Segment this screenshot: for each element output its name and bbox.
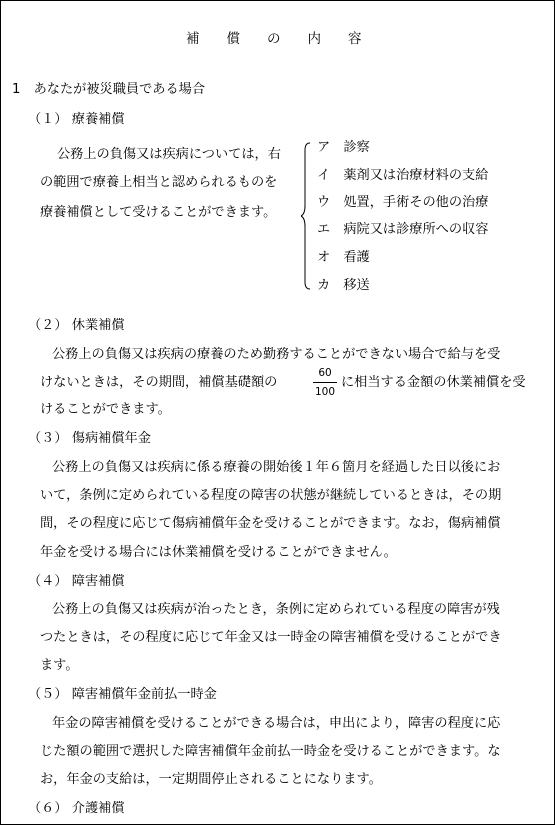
s3-heading: （３） 傷病補償年金: [28, 431, 151, 446]
s2-line: に相当する金額の休業補償を受: [341, 375, 526, 390]
s1-item: オ 看護: [317, 250, 370, 265]
s1-item: エ 病院又は診療所への収容: [317, 222, 489, 237]
s4-line: ます。: [40, 658, 79, 673]
s1-item: カ 移送: [317, 278, 370, 293]
s4-line: 公務上の負傷又は疾病が治ったとき，条例に定められている程度の障害が残: [52, 602, 500, 617]
s2-heading: （２） 休業補償: [28, 318, 125, 333]
s1-intro-line: 公務上の負傷又は疾病については，右: [57, 147, 281, 162]
s1-heading: （１） 療養補償: [28, 112, 125, 127]
s2-line: けることができます。: [40, 402, 171, 417]
s3-line: 公務上の負傷又は疾病に係る療養の開始後１年６箇月を経過した日以後にお: [52, 460, 501, 475]
s1-item: ア 診察: [317, 140, 370, 155]
s2-line: けないときは，その期間，補償基礎額の: [40, 375, 278, 390]
s5-heading: （５） 障害補償年金前払一時金: [28, 687, 217, 702]
s3-line: 年金を受ける場合には休業補償を受けることができません。: [40, 545, 397, 560]
s4-line: つたときは，その程度に応じて年金又は一時金の障害補償を受けることができ: [40, 630, 502, 645]
s1-item: イ 薬剤又は治療材料の支給: [317, 168, 489, 183]
s5-line: 年金の障害補償を受けることができる場合は，申出により，障害の程度に応: [52, 716, 501, 731]
s1-intro-line: 療養補償として受けることができます。: [40, 205, 277, 220]
s5-line: お，年金の支給は，一定期間停止されることになります。: [40, 772, 382, 787]
page-title: 補 償 の 内 容: [186, 31, 362, 47]
s2-line: 公務上の負傷又は疾病の療養のため勤務することができない場合で給与を受: [52, 347, 501, 362]
fraction: [312, 367, 338, 401]
curly-brace: [301, 142, 311, 290]
fraction-bar: [313, 382, 337, 383]
s3-line: 間，その程度に応じて傷病補償年金を受けることができます。なお，傷病補償: [40, 516, 501, 531]
fraction-denominator: 100: [314, 386, 336, 398]
s3-line: いて，条例に定められている程度の障害の状態が継続しているときは，その期: [40, 488, 502, 503]
s6-heading: （６） 介護補償: [28, 801, 125, 816]
s1-intro-line: の範囲で療養上相当と認められるものを: [40, 175, 278, 190]
s1-item: ウ 処置，手術その他の治療: [317, 195, 489, 210]
s4-heading: （４） 障害補償: [28, 574, 125, 589]
s5-line: じた額の範囲で選択した障害補償年金前払一時金を受けることができます。な: [40, 744, 501, 759]
section-1-heading: 1 あなたが被災職員である場合: [12, 82, 206, 97]
fraction-numerator: 60: [318, 367, 332, 379]
